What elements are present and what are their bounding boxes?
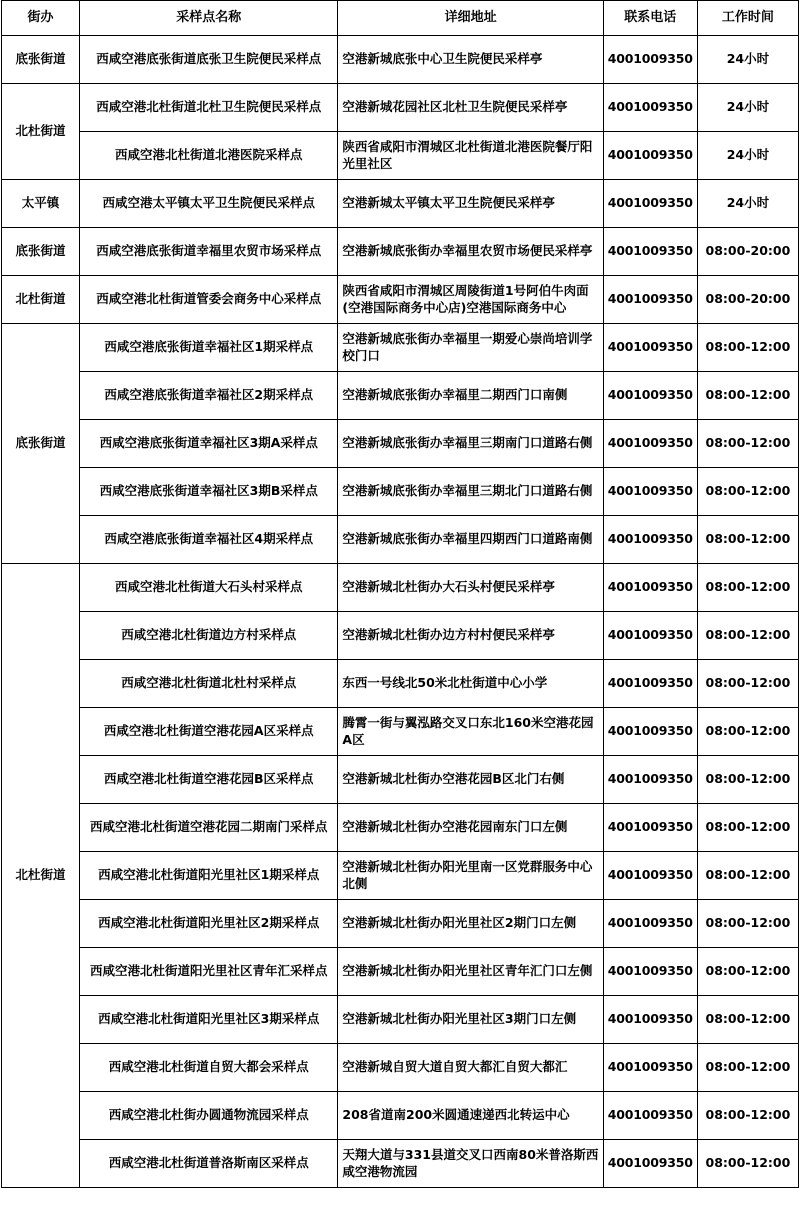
- cell-address: 空港新城北杜街办边方村村便民采样亭: [338, 612, 603, 660]
- cell-address: 空港新城太平镇太平卫生院便民采样亭: [338, 180, 603, 228]
- cell-address: 空港新城北杜街办空港花园南东门口左侧: [338, 804, 603, 852]
- cell-address: 空港新城花园社区北杜卫生院便民采样亭: [338, 84, 603, 132]
- table-row: [2, 1092, 799, 1140]
- table-row: [2, 708, 799, 756]
- cell-phone: 4001009350: [603, 372, 697, 420]
- table-row: [2, 228, 799, 276]
- cell-site-name: 西咸空港北杜街道空港花园B区采样点: [80, 756, 338, 804]
- cell-site-name: 西咸空港北杜街道大石头村采样点: [80, 564, 338, 612]
- cell-hours: 08:00-12:00: [697, 1044, 798, 1092]
- cell-site-name: 西咸空港太平镇太平卫生院便民采样点: [80, 180, 338, 228]
- cell-site-name: 西咸空港北杜街道普洛斯南区采样点: [80, 1140, 338, 1188]
- table-row: [2, 756, 799, 804]
- cell-hours: 08:00-12:00: [697, 804, 798, 852]
- table-row: [2, 468, 799, 516]
- cell-phone: 4001009350: [603, 228, 697, 276]
- cell-phone: 4001009350: [603, 660, 697, 708]
- cell-site-name: 西咸空港北杜街道阳光里社区1期采样点: [80, 852, 338, 900]
- column-header-street: 街办: [2, 1, 80, 36]
- cell-address: 空港新城底张街办幸福里一期爱心崇尚培训学校门口: [338, 324, 603, 372]
- cell-address: 空港新城北杜街办大石头村便民采样亭: [338, 564, 603, 612]
- table-row: [2, 1044, 799, 1092]
- cell-address: 陕西省咸阳市渭城区周陵街道1号阿伯牛肉面(空港国际商务中心店)空港国际商务中心: [338, 276, 603, 324]
- cell-street: 底张街道: [2, 324, 80, 564]
- cell-address: 空港新城底张中心卫生院便民采样亭: [338, 36, 603, 84]
- cell-site-name: 西咸空港底张街道幸福社区2期采样点: [80, 372, 338, 420]
- column-header-address: 详细地址: [338, 1, 603, 36]
- cell-hours: 24小时: [697, 84, 798, 132]
- cell-site-name: 西咸空港北杜街道北杜卫生院便民采样点: [80, 84, 338, 132]
- cell-hours: 24小时: [697, 180, 798, 228]
- column-header-site-name: 采样点名称: [80, 1, 338, 36]
- table-header-row: [2, 1, 799, 36]
- cell-site-name: 西咸空港底张街道幸福里农贸市场采样点: [80, 228, 338, 276]
- cell-phone: 4001009350: [603, 708, 697, 756]
- cell-hours: 08:00-20:00: [697, 276, 798, 324]
- cell-site-name: 西咸空港底张街道底张卫生院便民采样点: [80, 36, 338, 84]
- cell-phone: 4001009350: [603, 900, 697, 948]
- cell-site-name: 西咸空港北杜街道阳光里社区青年汇采样点: [80, 948, 338, 996]
- cell-hours: 08:00-12:00: [697, 372, 798, 420]
- cell-site-name: 西咸空港底张街道幸福社区3期B采样点: [80, 468, 338, 516]
- cell-hours: 08:00-20:00: [697, 228, 798, 276]
- cell-hours: 24小时: [697, 36, 798, 84]
- cell-address: 空港新城北杜街办空港花园B区北门右侧: [338, 756, 603, 804]
- cell-phone: 4001009350: [603, 948, 697, 996]
- cell-address: 空港新城北杜街办阳光里社区青年汇门口左侧: [338, 948, 603, 996]
- cell-hours: 24小时: [697, 132, 798, 180]
- cell-phone: 4001009350: [603, 36, 697, 84]
- cell-site-name: 西咸空港北杜街办圆通物流园采样点: [80, 1092, 338, 1140]
- cell-site-name: 西咸空港北杜街道管委会商务中心采样点: [80, 276, 338, 324]
- cell-phone: 4001009350: [603, 132, 697, 180]
- table-row: [2, 804, 799, 852]
- cell-address: 天翔大道与331县道交叉口西南80米普洛斯西咸空港物流园: [338, 1140, 603, 1188]
- cell-street: 太平镇: [2, 180, 80, 228]
- cell-address: 空港新城北杜街办阳光里社区2期门口左侧: [338, 900, 603, 948]
- cell-site-name: 西咸空港底张街道幸福社区4期采样点: [80, 516, 338, 564]
- cell-phone: 4001009350: [603, 852, 697, 900]
- table-row: [2, 1140, 799, 1188]
- cell-address: 空港新城底张街办幸福里四期西门口道路南侧: [338, 516, 603, 564]
- cell-phone: 4001009350: [603, 84, 697, 132]
- table-row: [2, 180, 799, 228]
- table-row: [2, 276, 799, 324]
- cell-site-name: 西咸空港北杜街道空港花园A区采样点: [80, 708, 338, 756]
- table-row: [2, 660, 799, 708]
- table-row: [2, 84, 799, 132]
- cell-phone: 4001009350: [603, 276, 697, 324]
- cell-phone: 4001009350: [603, 612, 697, 660]
- cell-hours: 08:00-12:00: [697, 1092, 798, 1140]
- cell-address: 空港新城北杜街办阳光里社区3期门口左侧: [338, 996, 603, 1044]
- cell-site-name: 西咸空港北杜街道边方村采样点: [80, 612, 338, 660]
- sampling-points-table: [1, 0, 799, 1188]
- cell-phone: 4001009350: [603, 564, 697, 612]
- cell-street: 底张街道: [2, 36, 80, 84]
- cell-street: 北杜街道: [2, 276, 80, 324]
- cell-address: 空港新城底张街办幸福里农贸市场便民采样亭: [338, 228, 603, 276]
- table-row: [2, 612, 799, 660]
- cell-address: 东西一号线北50米北杜街道中心小学: [338, 660, 603, 708]
- cell-hours: 08:00-12:00: [697, 420, 798, 468]
- table-header: [2, 1, 799, 36]
- cell-site-name: 西咸空港底张街道幸福社区1期采样点: [80, 324, 338, 372]
- table-row: [2, 420, 799, 468]
- cell-site-name: 西咸空港北杜街道空港花园二期南门采样点: [80, 804, 338, 852]
- cell-street: 北杜街道: [2, 84, 80, 180]
- cell-address: 空港新城底张街办幸福里三期南门口道路右侧: [338, 420, 603, 468]
- table-row: [2, 852, 799, 900]
- table-row: [2, 372, 799, 420]
- cell-hours: 08:00-12:00: [697, 900, 798, 948]
- cell-hours: 08:00-12:00: [697, 996, 798, 1044]
- cell-site-name: 西咸空港北杜街道阳光里社区2期采样点: [80, 900, 338, 948]
- cell-phone: 4001009350: [603, 1140, 697, 1188]
- cell-street: 底张街道: [2, 228, 80, 276]
- cell-address: 空港新城自贸大道自贸大都汇自贸大都汇: [338, 1044, 603, 1092]
- cell-site-name: 西咸空港北杜街道北杜村采样点: [80, 660, 338, 708]
- column-header-hours: 工作时间: [697, 1, 798, 36]
- table-row: [2, 516, 799, 564]
- cell-address: 腾霄一街与翼泓路交叉口东北160米空港花园A区: [338, 708, 603, 756]
- cell-address: 空港新城底张街办幸福里二期西门口南侧: [338, 372, 603, 420]
- cell-street: 北杜街道: [2, 564, 80, 1188]
- table-body: [2, 36, 799, 1188]
- cell-site-name: 西咸空港北杜街道自贸大都会采样点: [80, 1044, 338, 1092]
- table-row: [2, 948, 799, 996]
- cell-site-name: 西咸空港北杜街道阳光里社区3期采样点: [80, 996, 338, 1044]
- cell-address: 208省道南200米圆通速递西北转运中心: [338, 1092, 603, 1140]
- cell-hours: 08:00-12:00: [697, 948, 798, 996]
- cell-hours: 08:00-12:00: [697, 516, 798, 564]
- table-row: [2, 36, 799, 84]
- cell-address: 空港新城北杜街办阳光里南一区党群服务中心北侧: [338, 852, 603, 900]
- cell-hours: 08:00-12:00: [697, 852, 798, 900]
- cell-site-name: 西咸空港北杜街道北港医院采样点: [80, 132, 338, 180]
- cell-address: 空港新城底张街办幸福里三期北门口道路右侧: [338, 468, 603, 516]
- table-row: [2, 996, 799, 1044]
- table-row: [2, 564, 799, 612]
- cell-hours: 08:00-12:00: [697, 660, 798, 708]
- table-row: [2, 900, 799, 948]
- cell-hours: 08:00-12:00: [697, 468, 798, 516]
- cell-phone: 4001009350: [603, 516, 697, 564]
- cell-phone: 4001009350: [603, 420, 697, 468]
- cell-hours: 08:00-12:00: [697, 1140, 798, 1188]
- cell-phone: 4001009350: [603, 180, 697, 228]
- cell-phone: 4001009350: [603, 996, 697, 1044]
- cell-hours: 08:00-12:00: [697, 324, 798, 372]
- cell-hours: 08:00-12:00: [697, 756, 798, 804]
- cell-hours: 08:00-12:00: [697, 612, 798, 660]
- cell-phone: 4001009350: [603, 324, 697, 372]
- cell-hours: 08:00-12:00: [697, 708, 798, 756]
- cell-phone: 4001009350: [603, 804, 697, 852]
- cell-phone: 4001009350: [603, 756, 697, 804]
- cell-phone: 4001009350: [603, 1092, 697, 1140]
- cell-phone: 4001009350: [603, 1044, 697, 1092]
- column-header-phone: 联系电话: [603, 1, 697, 36]
- cell-site-name: 西咸空港底张街道幸福社区3期A采样点: [80, 420, 338, 468]
- cell-hours: 08:00-12:00: [697, 564, 798, 612]
- table-row: [2, 324, 799, 372]
- table-row: [2, 132, 799, 180]
- cell-address: 陕西省咸阳市渭城区北杜街道北港医院餐厅阳光里社区: [338, 132, 603, 180]
- cell-phone: 4001009350: [603, 468, 697, 516]
